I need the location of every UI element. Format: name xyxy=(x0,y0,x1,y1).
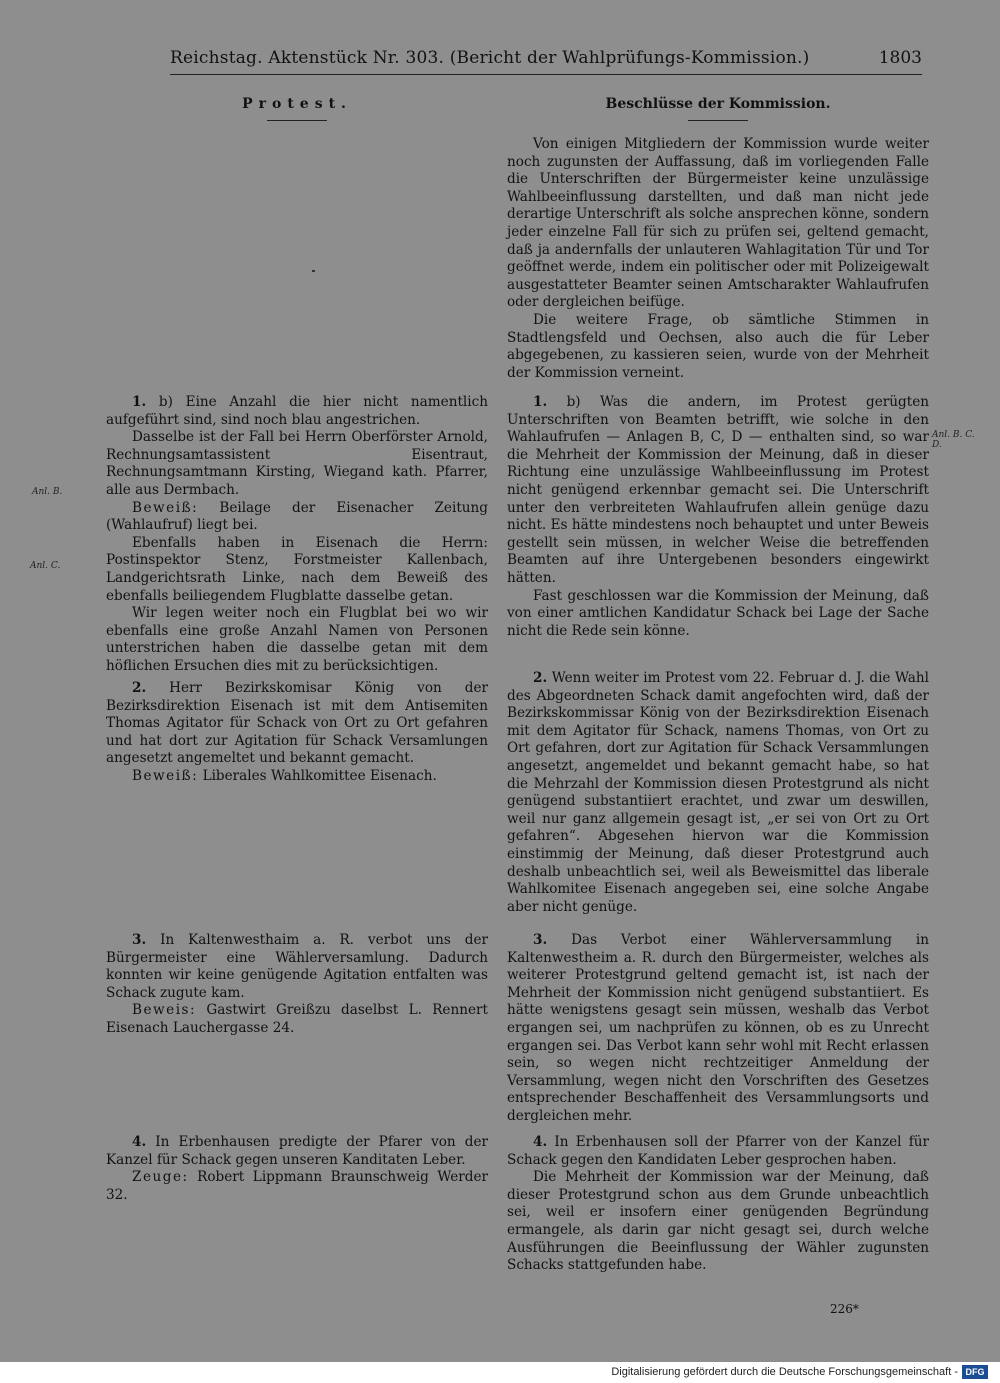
resolution-section-2 xyxy=(507,670,929,916)
heading-rule xyxy=(267,120,327,121)
protest-1-proof xyxy=(106,500,488,535)
resolution-4-text xyxy=(507,1134,929,1169)
proof-label: Beweiß: xyxy=(132,499,199,516)
proof-text: Robert Lippmann Braunschweig Werder 32. xyxy=(106,1169,488,1203)
protest-4-proof xyxy=(106,1169,488,1204)
heading-rule xyxy=(688,120,748,121)
protest-1-p4: Wir legen weiter noch ein Flugblat bei wo wir ebenfalls eine große Anzahl Namen von Personen unterstrichen haben die dasselbe getan mit dem höflichen Ersuchen dies mit zu berücksichtigen. xyxy=(106,605,488,674)
dfg-logo[interactable]: DFG xyxy=(962,1365,988,1379)
header-title: Reichstag. Aktenstück Nr. 303. (Bericht der Wahlprüfungs-Kommission.) xyxy=(170,48,810,68)
proof-text: Beilage der Eisenacher Zeitung (Wahlaufruf) liegt bei. xyxy=(106,499,488,534)
resolution-3-text xyxy=(507,932,929,1126)
section-text: In Erbenhausen soll der Pfarrer von der Kanzel für Schack gegen den Kandidaten Leber gesprochen haben. xyxy=(507,1134,929,1168)
protest-3-proof xyxy=(106,1002,488,1037)
resolution-2-text xyxy=(507,670,929,916)
protest-section-3 xyxy=(106,932,488,1038)
resolution-section-1 xyxy=(507,394,929,640)
section-text: In Kaltenwesthaim a. R. verbot uns der Bürgermeister eine Wählerversamlung. Dadurch konnten wir keine genügende Agitation entfalten was Schack zugute kam. xyxy=(106,932,488,1001)
header-rule xyxy=(170,74,922,75)
footer-credit: Digitalisierung gefördert durch die Deutsche Forschungsgemeinschaft - xyxy=(611,1366,958,1378)
section-text: b) Was die andern, im Protest gerügten Unterschriften von Beamten betrifft, wie solche in den Wahlaufrufen — Anlagen B, C, D — enthalten sind, so war die Mehrheit der Kommission der Meinung, daß in dieser Richtung eine unzulässige Wahlbeeinflussung im Protest nicht genügend erkennbar gemacht sei. Die Unterschrift unter den verbreiteten Wahlaufrufen allein genüge dazu nicht. Es hätte mindestens noch behauptet und unter Beweis gestellt sein müssen, in welcher Weise die betreffenden Beamten auf ihre Untergebenen besonders eingewirkt hätten. xyxy=(507,394,929,586)
section-text: Wenn weiter im Protest vom 22. Februar d. J. die Wahl des Abgeordneten Schack damit angefochten wird, daß der Bezirkskommissar König von der Bezirksdirektion Eisenach mit dem Agitator für Schack, namens Thomas, von Ort zu Ort gefahren, dort zur Agitation für Schack Versammlungen angesetzt, angemeldet und bekannt gemacht habe, so hat die Mehrzahl der Kommission diesen Protestgrund als nicht genügend substantiiert erachtet, und zwar um deswillen, weil nur ganz allgemein gesagt ist, „er sei von Ort zu Ort gefahren“. Abgesehen hiervon war die Kommission einstimmig der Meinung, daß dieser Protestgrund auch deshalb unbeachtlich sei, weil als Beweismittel das liberale Wahlkomitee Eisenach angegeben sei, eine solche Angabe aber nicht genüge. xyxy=(507,670,929,915)
section-text: Das Verbot einer Wählerversammlung in Kaltenwestheim a. R. durch den Bürgermeister, welches als weiterer Protestgrund geltend gemacht ist, ist nach der Mehrheit der Kommission nicht genügend substantiiert. Es hätte wenigstens gesagt sein müssen, weshalb das Verbot ergangen sei, um nachprüfen zu können, ob es zu Unrecht ergangen sei. Das Verbot kann sehr wohl mit Recht erlassen sein, so wegen nicht rechtzeitiger Anmeldung der Versammlung, wegen nicht den Vorschriften des Gesetzes entsprechender Beschaffenheit des Versammlungsorts und dergleichen mehr. xyxy=(507,932,929,1124)
protest-2-proof xyxy=(106,768,488,786)
section-number: 1. xyxy=(132,394,147,410)
margin-note-anl-b: Anl. B. xyxy=(32,487,63,497)
section-number: 2. xyxy=(533,670,548,686)
section-number: 2. xyxy=(132,680,147,696)
protest-1-text xyxy=(106,394,488,429)
section-number: 3. xyxy=(533,932,548,948)
section-number: 4. xyxy=(132,1134,147,1150)
protest-1-p3: Ebenfalls haben in Eisenach die Herrn: Postinspektor Stenz, Forstmeister Kallenbach, Landgerichtsrath Linke, nach dem Beweiß des ebenfalls beiliegendem Flugblatte dasselbe getan. xyxy=(106,534,488,604)
section-number: 4. xyxy=(533,1134,548,1150)
resolution-4-p2: Die Mehrheit der Kommission war der Meinung, daß dieser Protestgrund schon aus dem Grunde unbeachtlich sei, weil er insofern einer genügenden Begründung ermangele, als darin gar nicht gesagt sei, durch welche Ausführungen die Beeinflussung der Wähler zugunsten Schacks stattgefunden habe. xyxy=(507,1169,929,1274)
resolutions-heading: Beschlüsse der Kommission. xyxy=(605,96,831,112)
proof-text: Gastwirt Greißzu daselbst L. Rennert Eisenach Lauchergasse 24. xyxy=(106,1002,488,1036)
speck xyxy=(312,270,315,272)
margin-note-anl-bcd: Anl. B. C. D. xyxy=(932,430,975,450)
section-text: Herr Bezirkskomisar König von der Bezirksdirektion Eisenach ist mit dem Antisemiten Thomas Agitator für Schack von Ort zu Ort gefahren und hat dort zur Agitation für Schack Versamlungen angesetzt angemeltet und bekannt gemacht. xyxy=(106,680,488,767)
section-text: In Erbenhausen predigte der Pfarer von der Kanzel für Schack gegen unseren Kanditaten Leber. xyxy=(106,1134,488,1168)
protest-1-p2: Dasselbe ist der Fall bei Herrn Oberförster Arnold, Rechnungsamtassistent Eisentraut, Rechnungsamtmann Kirsting, Wiegand kath. Pfarrer, alle aus Dermbach. xyxy=(106,429,488,498)
page-number: 1803 xyxy=(878,48,922,68)
resolution-section-4 xyxy=(507,1134,929,1275)
protest-heading: Protest. xyxy=(242,96,352,112)
resolution-1-p2: Fast geschlossen war die Kommission der Meinung, daß von einer amtlichen Kandidatur Schack bei Lage der Sache nicht die Rede sein könne. xyxy=(507,587,929,639)
protest-2-text xyxy=(106,680,488,768)
protest-4-text xyxy=(106,1134,488,1169)
proof-text: Liberales Wahlkomittee Eisenach. xyxy=(202,767,437,784)
proof-label: Beweis: xyxy=(132,1002,197,1019)
footer-bar xyxy=(0,1362,1000,1383)
protest-3-text xyxy=(106,932,488,1002)
resolutions-intro xyxy=(507,136,929,382)
proof-label: Zeuge: xyxy=(132,1169,189,1186)
proof-label: Beweiß: xyxy=(132,767,199,784)
protest-section-2 xyxy=(106,680,488,786)
section-text: b) Eine Anzahl die hier nicht namentlich aufgeführt sind, sind noch blau angestrichen. xyxy=(106,394,488,428)
intro-p1: Von einigen Mitgliedern der Kommission wurde weiter noch zugunsten der Auffassung, daß im vorliegenden Falle die Unterschriften der Bürgermeister keine unzulässige Wahlbeeinflussung darstellten, und daß man nicht jede derartige Unterschrift als solche ansprechen könne, sondern jeder einzelne Fall für sich zu prüfen sei, geltend gemacht, daß ja andernfalls der unlauteren Wahlagitation Tür und Tor geöffnet werde, indem ein politischer oder mit Polizeigewalt ausgestatteter Beamter seinen Amtscharakter Wahlaufrufen oder dergleichen beifüge. xyxy=(507,136,929,311)
protest-section-1 xyxy=(106,394,488,676)
margin-note-anl-c: Anl. C. xyxy=(30,561,61,571)
resolution-section-3 xyxy=(507,932,929,1126)
resolution-1-text xyxy=(507,394,929,588)
signature-mark: 226* xyxy=(830,1302,859,1316)
section-number: 1. xyxy=(533,394,548,410)
protest-section-4 xyxy=(106,1134,488,1204)
section-number: 3. xyxy=(132,932,147,948)
intro-p2: Die weitere Frage, ob sämtliche Stimmen in Stadtlengsfeld und Oechsen, also auch die für Leber abgegebenen, zu kassieren seien, wurde von der Mehrheit der Kommission verneint. xyxy=(507,311,929,381)
